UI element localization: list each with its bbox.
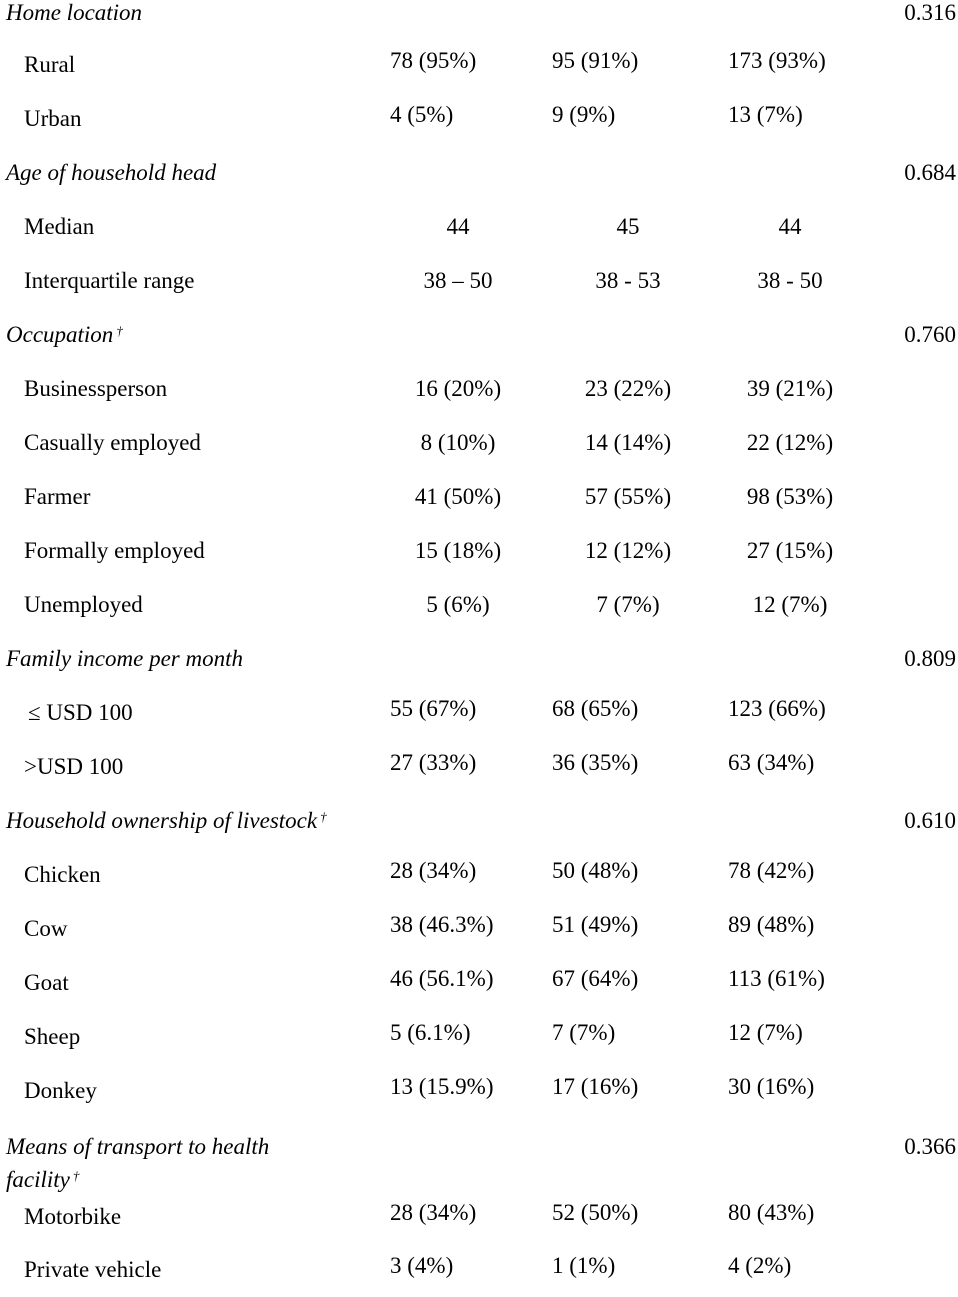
value-col-2: 45 — [616, 214, 640, 239]
row-label: Farmer — [24, 484, 91, 509]
value-col-1: 55 (67%) — [390, 696, 477, 721]
section-occupation — [0, 322, 958, 362]
p-value: 0.809 — [904, 646, 956, 671]
value-col-3: 38 - 50 — [757, 268, 823, 293]
value-col-1: 78 (95%) — [390, 48, 477, 73]
value-col-2: 9 (9%) — [552, 102, 616, 127]
section-livestock — [0, 808, 958, 848]
table-row — [0, 484, 958, 524]
section-transport — [0, 1130, 958, 1194]
value-col-1: 38 (46.3%) — [390, 912, 494, 937]
table-row — [0, 750, 958, 794]
section-home-location — [0, 0, 958, 40]
value-col-1: 15 (18%) — [414, 538, 502, 563]
value-col-3: 4 (2%) — [728, 1253, 792, 1278]
value-col-2: 12 (12%) — [584, 538, 672, 563]
section-label — [6, 322, 123, 348]
row-label: Goat — [24, 970, 69, 995]
value-col-1: 28 (34%) — [390, 858, 477, 883]
value-col-1: 8 (10%) — [420, 430, 496, 455]
row-label: Donkey — [24, 1078, 97, 1103]
row-label: Private vehicle — [24, 1257, 162, 1282]
row-label: >USD 100 — [24, 754, 124, 779]
table-row — [0, 1253, 958, 1297]
value-col-1: 44 — [446, 214, 470, 239]
value-col-1: 46 (56.1%) — [390, 966, 494, 991]
section-label-text: Occupation — [6, 322, 114, 347]
table-row — [0, 538, 958, 578]
table-row — [0, 1074, 958, 1118]
table-row — [0, 214, 958, 254]
table-row — [0, 1020, 958, 1064]
row-label: Interquartile range — [24, 268, 195, 293]
value-col-3: 27 (15%) — [746, 538, 834, 563]
row-label: ≤ USD 100 — [28, 700, 133, 725]
table-row — [0, 268, 958, 308]
row-label: Unemployed — [24, 592, 143, 617]
section-label-line-2: facility — [6, 1167, 70, 1192]
value-col-2: 95 (91%) — [552, 48, 639, 73]
value-col-2: 68 (65%) — [552, 696, 639, 721]
row-label: Motorbike — [24, 1204, 122, 1229]
value-col-3: 39 (21%) — [746, 376, 834, 401]
value-col-2: 1 (1%) — [552, 1253, 616, 1278]
value-col-2: 52 (50%) — [552, 1200, 639, 1225]
p-value: 0.316 — [904, 0, 956, 25]
value-col-1: 13 (15.9%) — [390, 1074, 494, 1099]
table-row — [0, 592, 958, 632]
section-label-text: Household ownership of livestock — [6, 808, 318, 833]
section-label-line-1: Means of transport to health — [6, 1134, 270, 1159]
table-row — [0, 102, 958, 146]
table-row — [0, 696, 958, 740]
value-col-1: 27 (33%) — [390, 750, 477, 775]
value-col-3: 113 (61%) — [728, 966, 825, 991]
row-label: Urban — [24, 106, 82, 131]
p-value: 0.760 — [904, 322, 956, 347]
p-value: 0.366 — [904, 1134, 956, 1159]
value-col-2: 67 (64%) — [552, 966, 639, 991]
value-col-2: 50 (48%) — [552, 858, 639, 883]
table-row — [0, 48, 958, 92]
section-label — [6, 1130, 269, 1196]
value-col-2: 14 (14%) — [584, 430, 672, 455]
value-col-3: 89 (48%) — [728, 912, 815, 937]
section-age — [0, 160, 958, 200]
row-label: Median — [24, 214, 95, 239]
row-label: Sheep — [24, 1024, 81, 1049]
value-col-3: 98 (53%) — [746, 484, 834, 509]
value-col-1: 5 (6%) — [426, 592, 490, 617]
value-col-2: 17 (16%) — [552, 1074, 639, 1099]
value-col-3: 78 (42%) — [728, 858, 815, 883]
section-label — [6, 808, 327, 834]
value-col-3: 13 (7%) — [728, 102, 803, 127]
value-col-3: 12 (7%) — [728, 1020, 803, 1045]
table-row — [0, 1200, 958, 1244]
value-col-3: 173 (93%) — [728, 48, 826, 73]
value-col-2: 51 (49%) — [552, 912, 639, 937]
value-col-2: 38 - 53 — [595, 268, 661, 293]
value-col-1: 3 (4%) — [390, 1253, 454, 1278]
section-label: Home location — [6, 0, 143, 25]
row-label: Formally employed — [24, 538, 205, 563]
value-col-3: 80 (43%) — [728, 1200, 815, 1225]
section-income — [0, 646, 958, 686]
row-label: Businessperson — [24, 376, 168, 401]
value-col-3: 22 (12%) — [746, 430, 834, 455]
row-label: Casually employed — [24, 430, 201, 455]
section-label: Age of household head — [6, 160, 217, 185]
value-col-1: 5 (6.1%) — [390, 1020, 471, 1045]
row-label: Rural — [24, 52, 76, 77]
value-col-2: 23 (22%) — [584, 376, 672, 401]
dagger-footnote-mark: † — [116, 323, 123, 338]
value-col-3: 44 — [778, 214, 802, 239]
value-col-1: 16 (20%) — [414, 376, 502, 401]
value-col-2: 7 (7%) — [552, 1020, 616, 1045]
table-row — [0, 430, 958, 470]
table-row — [0, 912, 958, 956]
row-label: Chicken — [24, 862, 101, 887]
row-label: Cow — [24, 916, 68, 941]
p-value: 0.684 — [904, 160, 956, 185]
value-col-3: 63 (34%) — [728, 750, 815, 775]
value-col-3: 12 (7%) — [752, 592, 828, 617]
value-col-1: 41 (50%) — [414, 484, 502, 509]
value-col-2: 36 (35%) — [552, 750, 639, 775]
value-col-2: 7 (7%) — [596, 592, 660, 617]
table-row — [0, 966, 958, 1010]
p-value: 0.610 — [904, 808, 956, 833]
dagger-footnote-mark: † — [72, 1168, 80, 1183]
value-col-1: 28 (34%) — [390, 1200, 477, 1225]
value-col-3: 30 (16%) — [728, 1074, 815, 1099]
value-col-1: 4 (5%) — [390, 102, 454, 127]
value-col-3: 123 (66%) — [728, 696, 826, 721]
table-row — [0, 858, 958, 902]
table-row — [0, 376, 958, 416]
value-col-2: 57 (55%) — [584, 484, 672, 509]
dagger-footnote-mark: † — [320, 809, 327, 824]
section-label: Family income per month — [6, 646, 243, 671]
value-col-1: 38 – 50 — [423, 268, 493, 293]
